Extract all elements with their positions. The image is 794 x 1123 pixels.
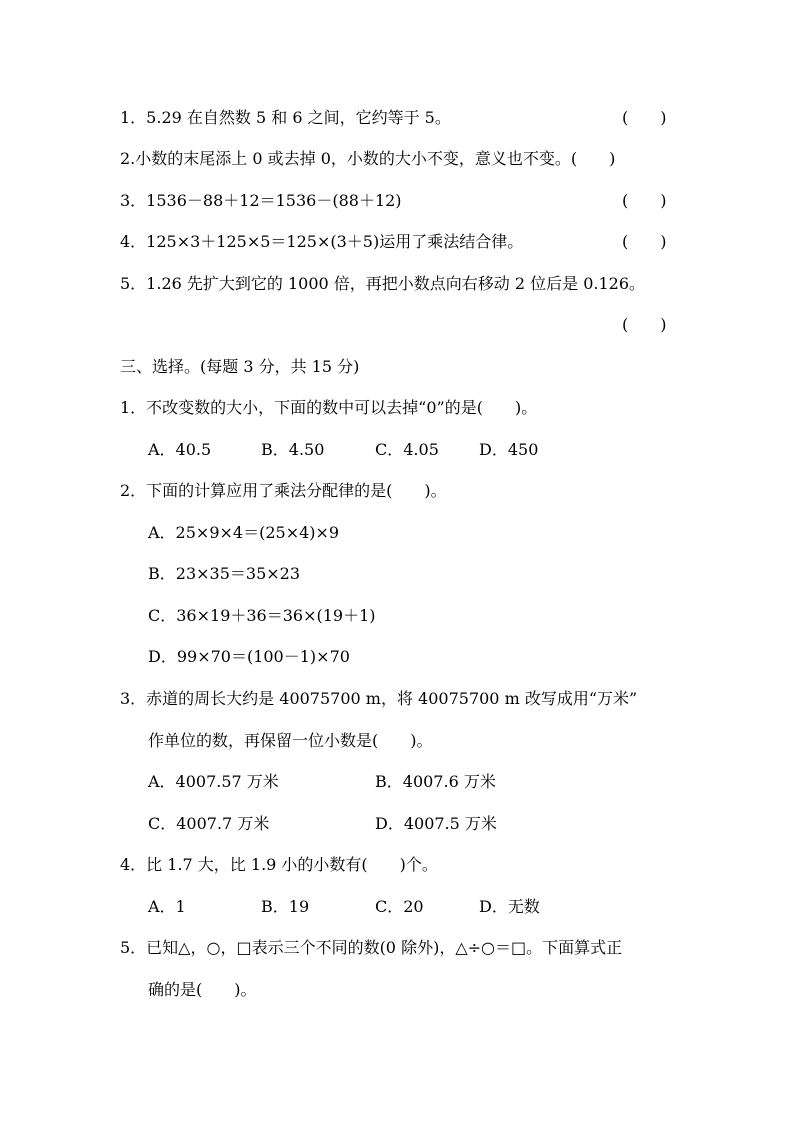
q3-option-c: C．4007.7 万米 (148, 814, 270, 833)
q4-option-b: B．19 (261, 897, 310, 916)
question-3-stem-line2: 作单位的数，再保留一位小数是( )。 (148, 731, 433, 750)
question-5-stem-line1: 5．已知△，○，□表示三个不同的数(0 除外)，△÷○＝□。下面算式正 (120, 938, 623, 957)
section-title: 三、选择。(每题 3 分，共 15 分) (120, 357, 360, 376)
q4-option-a: A．1 (148, 897, 186, 916)
q2-option-b: B．23×35＝35×23 (148, 564, 301, 583)
q3-option-d: D．4007.5 万米 (375, 814, 497, 833)
q1-option-d: D．450 (479, 440, 539, 459)
q3-option-b: B．4007.6 万米 (375, 772, 496, 791)
question-4-stem: 4．比 1.7 大，比 1.9 小的小数有( )个。 (120, 855, 438, 874)
q2-option-d: D．99×70＝(100－1)×70 (148, 647, 350, 666)
q2-option-a: A．25×9×4＝(25×4)×9 (148, 523, 340, 542)
q1-option-a: A．40.5 (148, 440, 212, 459)
q2-option-c: C．36×19＋36＝36×(19＋1) (148, 606, 376, 625)
answer-paren-3: ( ) (622, 191, 667, 210)
judgment-item-4: 4．125×3＋125×5＝125×(3＋5)运用了乘法结合律。 (120, 232, 524, 251)
judgment-item-3: 3．1536－88＋12＝1536－(88＋12) (120, 191, 402, 210)
q3-option-a: A．4007.57 万米 (148, 772, 279, 791)
q4-option-c: C．20 (375, 897, 424, 916)
judgment-item-1: 1．5.29 在自然数 5 和 6 之间，它约等于 5。 (120, 108, 451, 127)
judgment-item-2: 2.小数的末尾添上 0 或去掉 0，小数的大小不变，意义也不变。( ) (120, 149, 616, 168)
question-2-stem: 2．下面的计算应用了乘法分配律的是( )。 (120, 481, 447, 500)
q1-option-c: C．4.05 (375, 440, 439, 459)
q4-option-d: D．无数 (479, 897, 540, 916)
question-3-stem-line1: 3．赤道的周长大约是 40075700 m，将 40075700 m 改写成用“万米” (120, 689, 638, 708)
judgment-item-5: 5．1.26 先扩大到它的 1000 倍，再把小数点向右移动 2 位后是 0.126。 (120, 274, 646, 293)
answer-paren-4: ( ) (622, 232, 667, 251)
question-1-stem: 1．不改变数的大小，下面的数中可以去掉“0”的是( )。 (120, 398, 538, 417)
answer-paren-1: ( ) (622, 108, 667, 127)
question-5-stem-line2: 确的是( )。 (148, 980, 257, 999)
answer-paren-5: ( ) (622, 315, 667, 334)
q1-option-b: B．4.50 (261, 440, 325, 459)
